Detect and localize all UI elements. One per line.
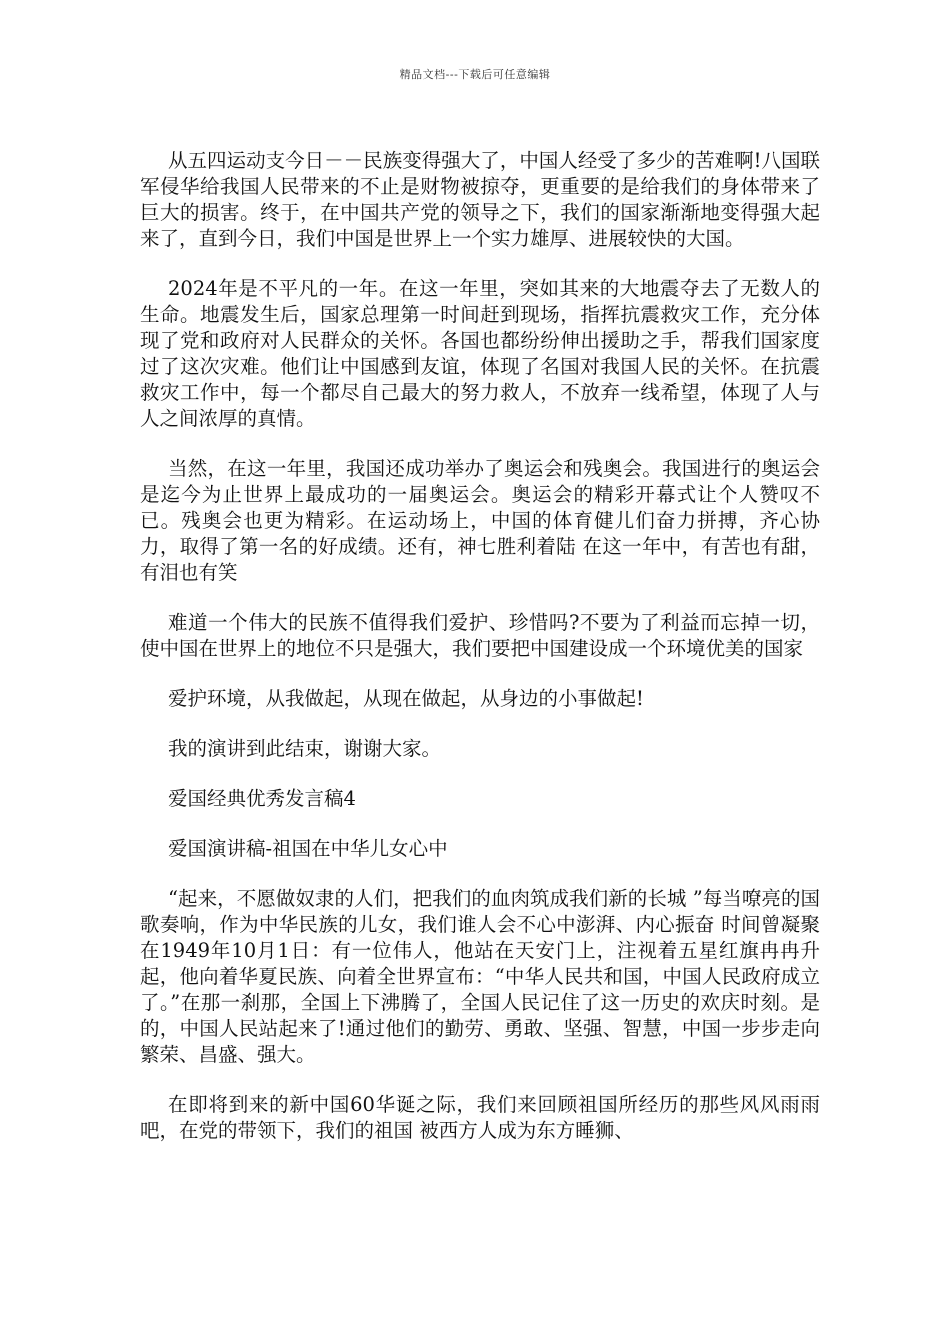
paragraph: 在即将到来的新中国60华诞之际，我们来回顾祖国所经历的那些风风雨雨吧，在党的带领下，我们的祖国 被西方人成为东方睡狮、 xyxy=(140,1093,820,1142)
paragraph: 难道一个伟大的民族不值得我们爱护、珍惜吗?不要为了利益而忘掉一切，使中国在世界上的地位不只是强大，我们要把中国建设成一个环境优美的国家 xyxy=(140,611,820,660)
speech-title: 爱国演讲稿-祖国在中华儿女心中 xyxy=(168,837,448,860)
document-body xyxy=(140,148,820,1168)
paragraph: 当然，在这一年里，我国还成功举办了奥运会和残奥会。我国进行的奥运会是迄今为止世界上最成功的一届奥运会。奥运会的精彩开幕式让个人赞叹不已。残奥会也更为精彩。在运动场上，中国的体育健儿们奋力拼搏，齐心协力，取得了第一名的好成绩。还有，神七胜利着陆 在这一年中，有苦也有甜，有泪也有笑 xyxy=(140,457,820,584)
paragraph: “起来，不愿做奴隶的人们，把我们的血肉筑成我们新的长城 ”每当嘹亮的国歌奏响，作为中华民族的儿女，我们谁人会不心中澎湃、内心振奋 时间曾凝聚在1949年10月1日：有一位伟人，他站在天安门上，注视着五星红旗冉冉升起，他向着华夏民族、向着全世界宣布：“中华人民共和国，中国人民政府成立了。”在那一刹那，全国上下沸腾了，全国人民记住了这一历史的欢庆时刻。是的，中国人民站起来了!通过他们的勤劳、勇敢、坚强、智慧，中国一步步走向繁荣、昌盛、强大。 xyxy=(140,887,820,1066)
paragraph: 爱护环境，从我做起，从现在做起，从身边的小事做起! xyxy=(168,687,644,710)
page-header: 精品文档---下载后可任意编辑 xyxy=(399,68,551,81)
paragraph: 从五四运动支今日－－民族变得强大了，中国人经受了多少的苦难啊!八国联军侵华给我国人民带来的不止是财物被掠夺，更重要的是给我们的身体带来了巨大的损害。终于，在中国共产党的领导之下，我们的国家渐渐地变得强大起来了，直到今日，我们中国是世界上一个实力雄厚、进展较快的大国。 xyxy=(140,149,820,250)
paragraph: 我的演讲到此结束，谢谢大家。 xyxy=(168,737,442,760)
section-title: 爱国经典优秀发言稿4 xyxy=(168,787,356,810)
paragraph: 2024年是不平凡的一年。在这一年里，突如其来的大地震夺去了无数人的生命。地震发生后，国家总理第一时间赶到现场，指挥抗震救灾工作，充分体现了党和政府对人民群众的关怀。各国也都纷纷伸出援助之手，帮我们国家度过了这次灾难。他们让中国感到友谊，体现了名国对我国人民的关怀。在抗震救灾工作中，每一个都尽自己最大的努力救人，不放弃一线希望，体现了人与人之间浓厚的真情。 xyxy=(140,277,820,430)
